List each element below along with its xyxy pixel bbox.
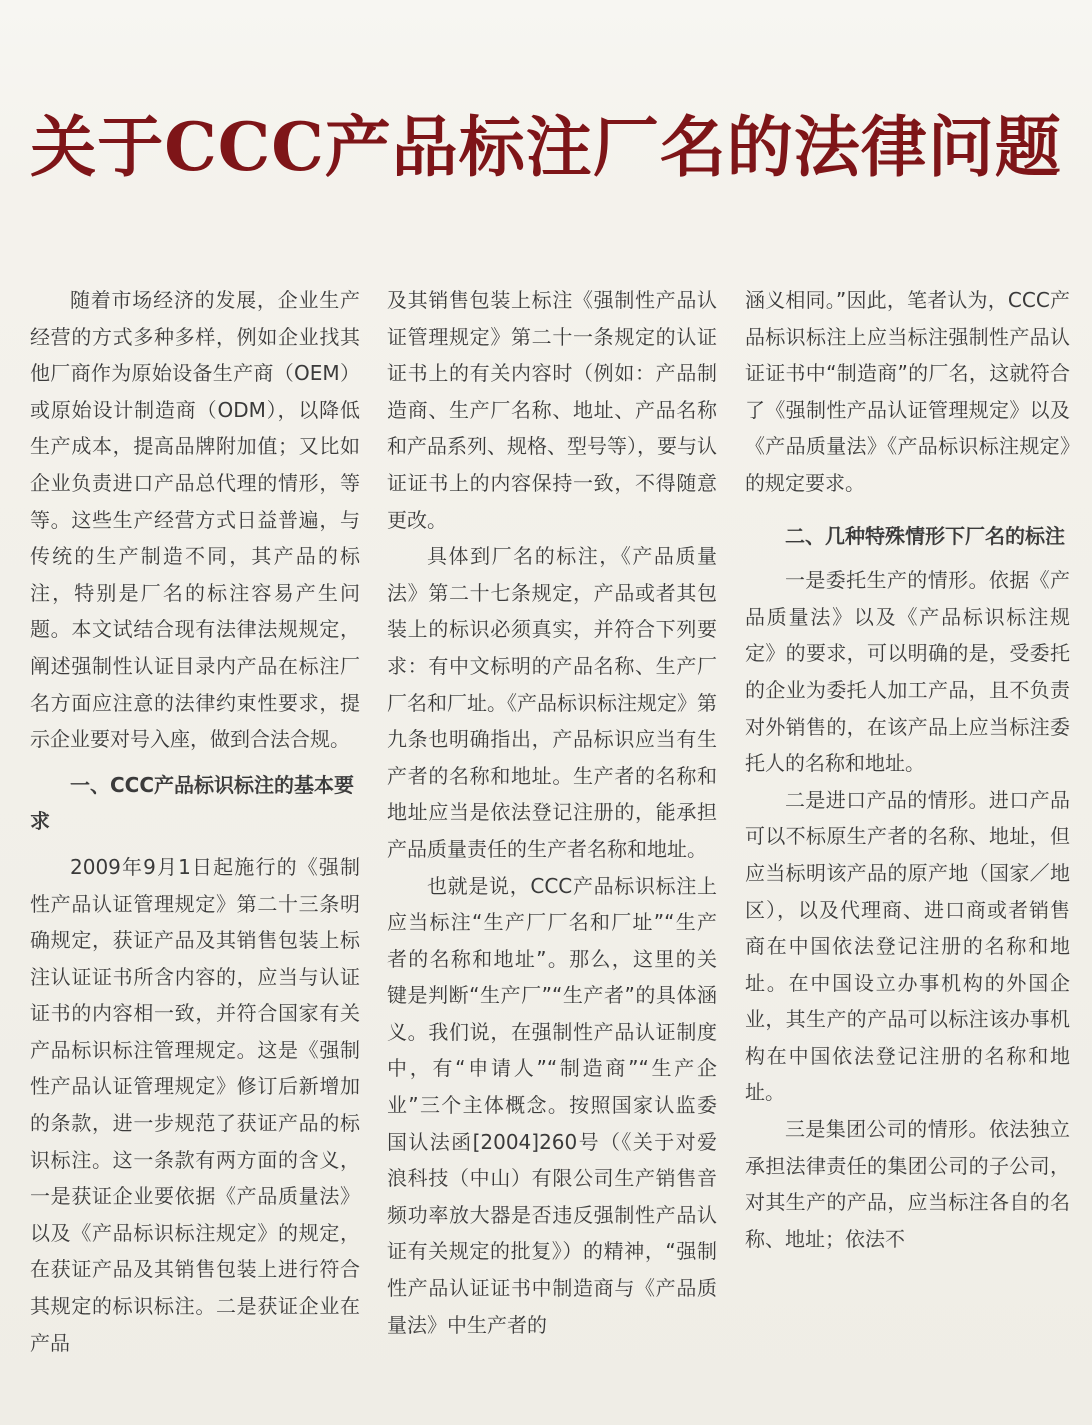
paragraph: 涵义相同。”因此，笔者认为，CCC产品标识标注上应当标注强制性产品认证证书中“制造商”的厂名，这就符合了《强制性产品认证管理规定》以及《产品质量法》《产品标识标注规定》的规定要求。 — [745, 288, 1070, 495]
paragraph: 二是进口产品的情形。进口产品可以不标原生产者的名称、地址，但应当标明该产品的原产地（国家／地区），以及代理商、进口商或者销售商在中国依法登记注册的名称和地址。在中国设立办事机构的外国企业，其生产的产品可以标注该办事机构在中国依法登记注册的名称和地址。 — [745, 787, 1070, 1105]
text-column-2 — [387, 282, 717, 1343]
paragraph: 也就是说，CCC产品标识标注上应当标注“生产厂厂名和厂址”“生产者的名称和地址”。那么，这里的关键是判断“生产厂”“生产者”的具体涵义。我们说，在强制性产品认证制度中，有“申请人”“制造商”“生产企业”三个主体概念。按照国家认监委国认法函[2004]260号（《关于对爱浪科技（中山）有限公司生产销售音频功率放大器是否违反强制性产品认证有关规定的批复》）的精神，“强制性产品认证证书中制造商与《产品质量法》中生产者的 — [387, 873, 717, 1337]
section-heading-2: 二、几种特殊情形下厂名的标注 — [785, 523, 1065, 548]
paragraph: 三是集团公司的情形。依法独立承担法律责任的集团公司的子公司，对其生产的产品，应当标注各自的名称、地址；依法不 — [745, 1117, 1070, 1251]
article-title: 关于CCC产品标注厂名的法律问题 — [30, 108, 1062, 187]
paragraph: 一是委托生产的情形。依据《产品质量法》以及《产品标识标注规定》的要求，可以明确的是，受委托的企业为委托人加工产品，且不负责对外销售的，在该产品上应当标注委托人的名称和地址。 — [745, 568, 1070, 776]
section-heading-1: 一、CCC产品标识标注的基本要求 — [30, 772, 355, 834]
text-column-1 — [30, 282, 360, 1361]
paragraph: 具体到厂名的标注，《产品质量法》第二十七条规定，产品或者其包装上的标识必须真实，并符合下列要求：有中文标明的产品名称、生产厂厂名和厂址。《产品标识标注规定》第九条也明确指出，产品标识应当有生产者的名称和地址。生产者的名称和地址应当是依法登记注册的，能承担产品质量责任的生产者名称和地址。 — [387, 544, 717, 861]
text-column-3 — [745, 282, 1070, 1257]
paragraph: 2009年9月1日起施行的《强制性产品认证管理规定》第二十三条明确规定，获证产品及其销售包装上标注认证证书所含内容的，应当与认证证书的内容相一致，并符合国家有关产品标识标注管理规定。这是《强制性产品认证管理规定》修订后新增加的条款，进一步规范了获证产品的标识标注。这一条款有两方面的含义，一是获证企业要依据《产品质量法》以及《产品标识标注规定》的规定，在获证产品及其销售包装上进行符合其规定的标识标注。二是获证企业在产品 — [30, 854, 360, 1355]
paragraph-intro: 随着市场经济的发展，企业生产经营的方式多种多样，例如企业找其他厂商作为原始设备生产商（OEM）或原始设计制造商（ODM），以降低生产成本，提高品牌附加值；又比如企业负责进口产品总代理的情形，等等。这些生产经营方式日益普遍，与传统的生产制造不同，其产品的标注，特别是厂名的标注容易产生问题。本文试结合现有法律法规规定，阐述强制性认证目录内产品在标注厂名方面应注意的法律约束性要求，提示企业要对号入座，做到合法合规。 — [30, 288, 360, 752]
paragraph: 及其销售包装上标注《强制性产品认证管理规定》第二十一条规定的认证证书上的有关内容时（例如：产品制造商、生产厂名称、地址、产品名称和产品系列、规格、型号等），要与认证证书上的内容保持一致，不得随意更改。 — [387, 288, 717, 532]
